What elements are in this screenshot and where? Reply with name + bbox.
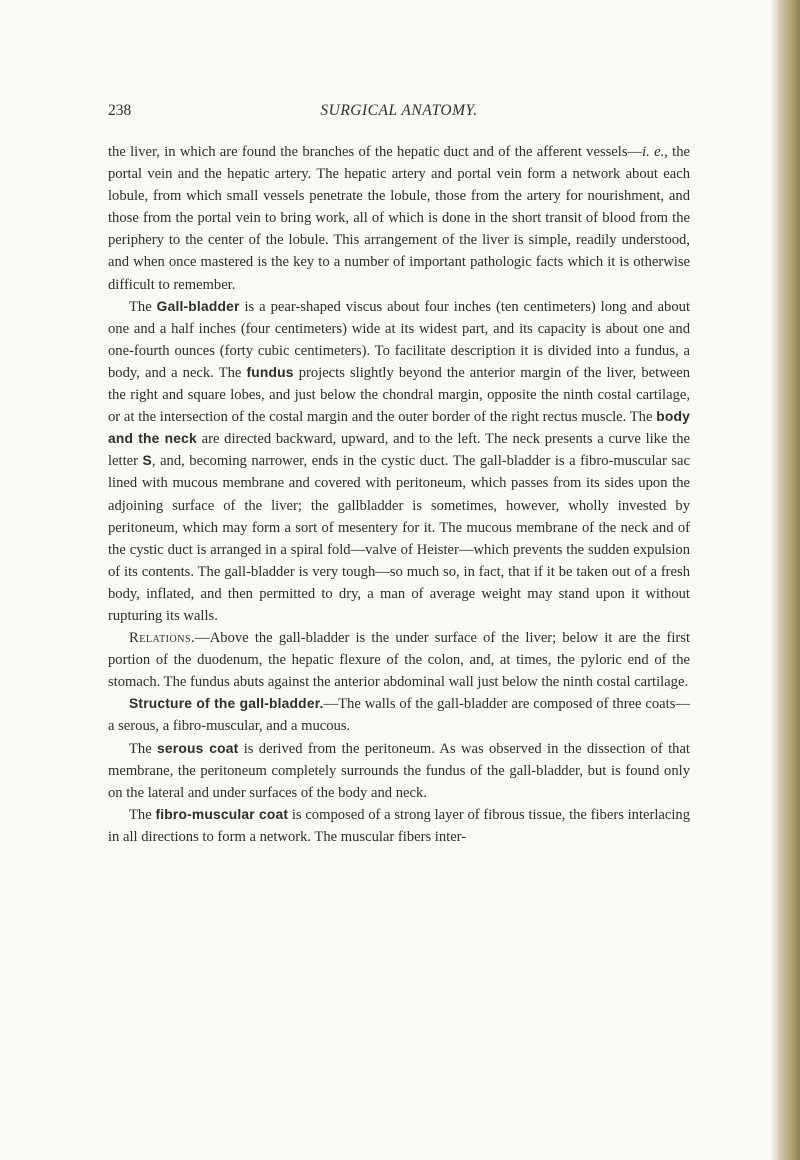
page-number: 238 (108, 102, 132, 119)
bold-heading: Structure of the gall-bladder. (129, 696, 324, 712)
bold-term: fibro-muscular coat (155, 806, 289, 822)
text-run: is derived from the peritoneum. As was observed in the dissection of that membrane, the peritoneum completely surrounds the fundus of the gall-bladder, but is found only on the lateral and under surfaces of the body and neck. (108, 740, 690, 801)
bold-term: fundus (246, 364, 294, 380)
italic-run: i. e., (642, 144, 668, 160)
page-edge-shadow (778, 0, 800, 1160)
paragraph-relations (108, 627, 690, 693)
paragraph-structure (108, 693, 690, 737)
bold-term: S (142, 453, 152, 469)
text-run: the portal vein and the hepatic artery. The hepatic artery and portal vein form a network about each lobule, from which small vessels penetrate the lobule, those from the artery for nourishment, and those from the portal vein to bring work, all of which is done in the short transit of blood from the periphery to the center of the lobule. This arrangement of the liver is simple, readily understood, and when once mastered is the key to a number of important pathologic facts which it is otherwise difficult to remember. (108, 144, 690, 293)
text-run: The (129, 740, 158, 757)
text-run: , and, becoming narrower, ends in the cystic duct. The gall-bladder is a fibro-muscular sac lined with mucous membrane and covered with peritoneum, which passes from its sides upon the adjoining surface of the liver; the gallbladder is sometimes, however, wholly invested by peritoneum, which may form a sort of mesentery for it. The mucous membrane of the neck and of the cystic duct is arranged in a spiral fold—valve of Heister—which prevents the sudden expulsion of its contents. The gall-bladder is very tough—so much so, in fact, that if it be taken out of a fresh body, inflated, and then permitted to dry, a man of average weight may stand upon it without rupturing its walls. (108, 453, 690, 624)
text-run: projects slightly beyond the anterior margin of the liver, between the right and square lobes, and just below the chondral margin, opposite the ninth costal cartilage, or at the intersection of the costal margin and the outer border of the right rectus muscle. The (108, 364, 690, 426)
text-run: the liver, in which are found the branches of the hepatic duct and of the afferent vessels— (108, 144, 643, 160)
bold-term: serous coat (157, 740, 239, 756)
text-run: The (129, 298, 157, 315)
text-run: The (129, 806, 156, 823)
text-run: are directed backward, upward, and to the left. The neck presents a curve like the letter (108, 431, 691, 470)
text-run: —Above the gall-bladder is the under surface of the liver; below it are the first portion of the duodenum, the hepatic flexure of the colon, and, at times, the pyloric end of the stomach. The fundus abuts against the anterior abdominal wall just below the ninth costal cartilage. (108, 630, 690, 691)
paragraph-liver-lobule (108, 141, 690, 296)
page-header (108, 102, 690, 124)
text-run: is a pear-shaped viscus about four inches (ten centimeters) long and about one and a half inches (four centimeters) wide at its widest part, and its capacity is about one and one-fourth ounces (forty cubic centimeters). To facilitate description it is divided into a fundus, a body, and a neck. The (108, 298, 690, 381)
running-title: SURGICAL ANATOMY. (320, 102, 478, 119)
bold-term: body and the neck (108, 409, 690, 447)
text-run: —The walls of the gall-bladder are composed of three coats—a serous, a fibro-muscular, and a mucous. (108, 696, 690, 735)
bold-term: Gall-bladder (156, 298, 240, 314)
body-text (108, 141, 690, 848)
text-run: is composed of a strong layer of fibrous tissue, the fibers interlacing in all directions to form a network. The muscular fibers inter- (108, 806, 691, 845)
paragraph-fibro-muscular-coat (108, 804, 690, 848)
small-caps-heading: Relations. (129, 630, 196, 647)
paragraph-serous-coat (108, 738, 690, 804)
paragraph-gall-bladder (108, 296, 690, 627)
